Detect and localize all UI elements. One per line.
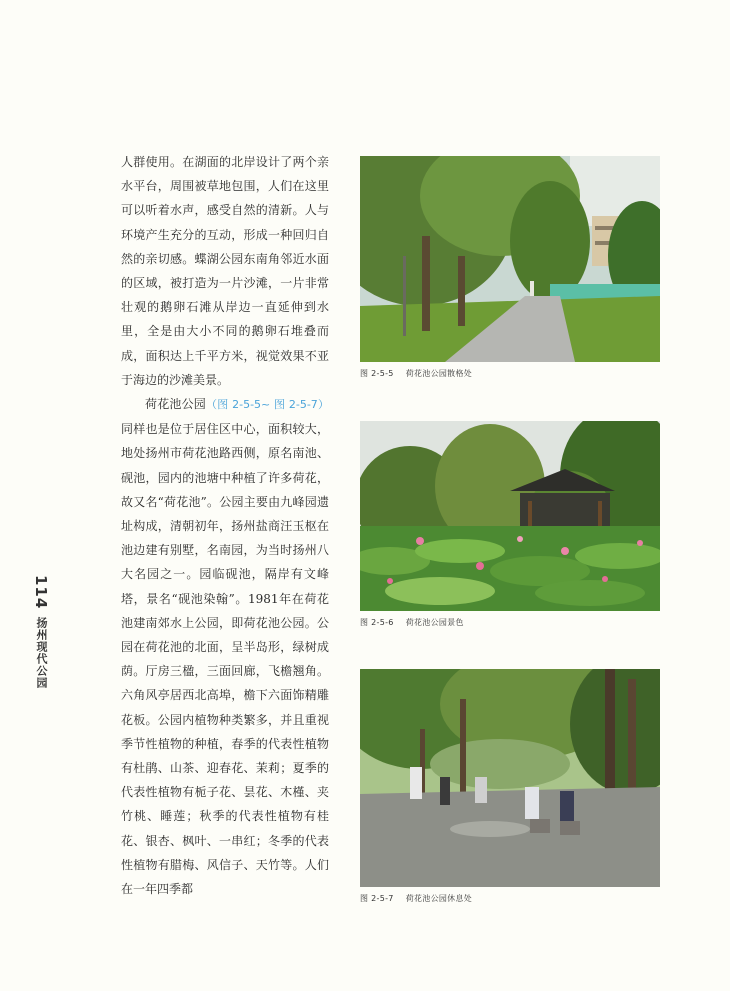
figure-number: 图 2-5-5 bbox=[360, 369, 394, 378]
figure-caption bbox=[360, 617, 660, 628]
paragraph-dieh-park: 人群使用。在湖面的北岸设计了两个亲水平台，周围被草地包围，人们在这里可以听着水声，感受自然的清新。人与环境产生充分的互动，形成一种回归自然的亲切感。蝶湖公园东南角邻近水面的区域，被打造为一片沙滩，一片非常壮观的鹅卵石滩从岸边一直延伸到水里，全是由大小不同的鹅卵石堆叠而成，面积达上千平方米，视觉效果不亚于海边的沙滩美景。 bbox=[121, 155, 329, 387]
paragraph-lead: 荷花池公园 bbox=[145, 397, 207, 412]
figure-lotus-pond bbox=[360, 421, 660, 628]
figure-caption bbox=[360, 893, 660, 904]
photo-park-path bbox=[360, 156, 660, 362]
figure-rest-area bbox=[360, 669, 660, 904]
figure-park-path bbox=[360, 156, 660, 379]
figure-number: 图 2-5-7 bbox=[360, 894, 394, 903]
figure-reference: （图 2-5-5~ 图 2-5-7） bbox=[206, 398, 329, 412]
page-margin bbox=[30, 575, 52, 689]
photo-lotus-pond bbox=[360, 421, 660, 611]
page-number: 114 bbox=[32, 575, 50, 610]
running-title: 扬州现代公园 bbox=[35, 617, 48, 690]
figure-caption bbox=[360, 368, 660, 379]
figure-title: 荷花池公园休息处 bbox=[405, 894, 473, 903]
photo-rest-area bbox=[360, 669, 660, 887]
figure-title: 荷花池公园散格处 bbox=[405, 369, 473, 378]
figure-number: 图 2-5-6 bbox=[360, 618, 394, 627]
body-text bbox=[121, 150, 329, 901]
paragraph-hehuachi-park bbox=[121, 392, 329, 901]
paragraph-body: 同样也是位于居住区中心，面积较大，地处扬州市荷花池路西侧，原名南池、砚池，园内的池塘中种植了许多荷花，故又名“荷花池”。公园主要由九峰园遗址构成，清朝初年，扬州盐商汪玉枢在池边建有别墅，名南园，为当时扬州八大名园之一。园临砚池，隔岸有文峰塔，景名“砚池染翰”。1981年在荷花池建南郊水上公园，即荷花池公园。公园在荷花池的北面，呈半岛形，绿树成荫。厅房三楹，三面回廊，飞檐翘角。六角风亭居西北高埠，檐下六面饰精雕花板。公园内植物种类繁多，并且重视季节性植物的种植，春季的代表性植物有杜鹃、山茶、迎春花、茉莉；夏季的代表性植物有栀子花、昙花、木槿、夹竹桃、睡莲；秋季的代表性植物有桂花、银杏、枫叶、一串红；冬季的代表性植物有腊梅、风信子、天竹等。人们在一年四季都 bbox=[121, 422, 329, 897]
figure-title: 荷花池公园景色 bbox=[405, 618, 464, 627]
